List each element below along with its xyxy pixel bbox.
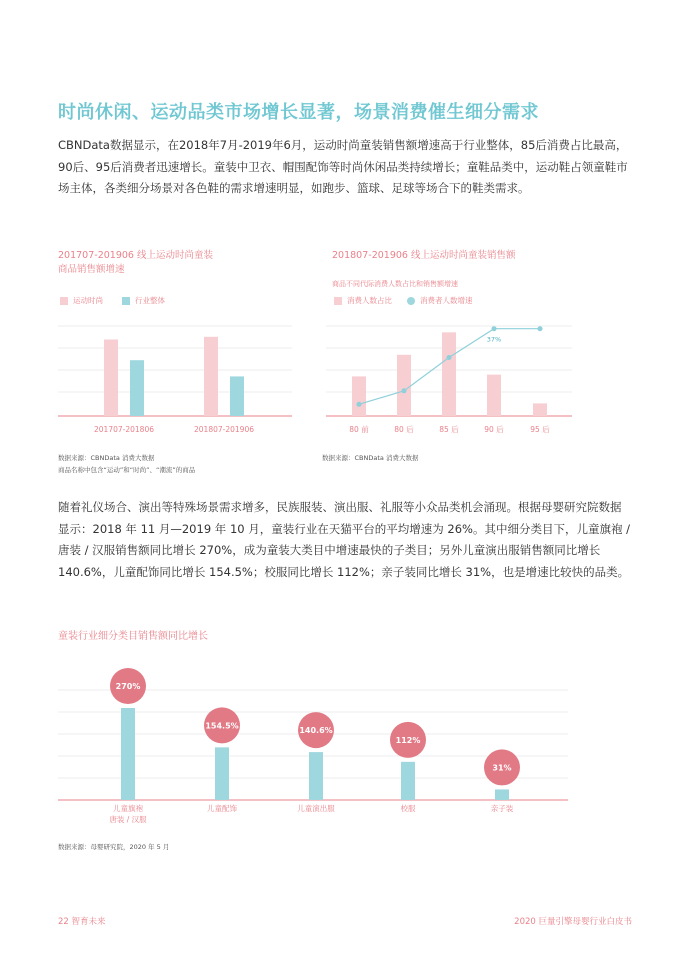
data-label: 270% [115, 682, 141, 691]
x-tick-label: 唐装 / 汉服 [109, 815, 147, 824]
chart1-source [58, 452, 195, 476]
chart2-legend [334, 295, 473, 306]
growth-point [357, 402, 362, 407]
legend-dot-teal [407, 297, 415, 305]
x-tick-label: 儿童配饰 [207, 804, 237, 813]
bar-consumer-share [397, 355, 411, 416]
bar-industry [230, 376, 244, 416]
legend-swatch-teal [122, 297, 130, 305]
bar-industry [130, 360, 144, 416]
legend-swatch-pink-2 [334, 297, 342, 305]
chart3-source: 数据来源：母婴研究院，2020 年 5 月 [58, 843, 170, 851]
footer-section: 智育未来 [71, 917, 106, 927]
growth-bar [121, 708, 135, 800]
chart3-svg [58, 660, 572, 830]
x-tick-label: 95 后 [530, 425, 550, 434]
growth-bar [495, 789, 509, 800]
page-title: 时尚休闲、运动品类市场增长显著，场景消费催生细分需求 [58, 102, 539, 123]
chart1-source-line2: 商品名称中包含“运动”和“时尚”、“潮流”的商品 [58, 466, 196, 474]
x-tick-label: 201707-201806 [94, 425, 154, 434]
growth-point [492, 326, 497, 331]
legend-swatch-pink [60, 297, 68, 305]
chart2-title: 201807-201906 线上运动时尚童装销售额 [332, 250, 516, 261]
bar-consumer-share [442, 332, 456, 416]
data-label: 31% [492, 763, 512, 773]
bar-consumer-share [352, 376, 366, 416]
chart2-svg [322, 320, 582, 440]
growth-point [402, 388, 407, 393]
x-tick-label: 80 前 [349, 425, 369, 434]
chart2-legend-item-0: 消费人数占比 [347, 296, 392, 305]
x-tick-label: 儿童演出服 [297, 804, 335, 813]
growth-bar [401, 762, 415, 800]
chart1-legend [60, 295, 165, 306]
chart2-subtitle: 商品不同代际消费人数占比和销售额增速 [332, 280, 458, 288]
x-tick-label: 90 后 [484, 425, 504, 434]
data-label: 140.6% [299, 726, 333, 736]
chart2-source: 数据来源：CBNData 消费大数据 [322, 454, 419, 462]
chart1-svg [58, 320, 298, 440]
bar-sports-fashion [204, 337, 218, 416]
x-tick-label: 80 后 [394, 425, 414, 434]
body-paragraph: 随着礼仪场合、演出等特殊场景需求增多，民族服装、演出服、礼服等小众品类机会涌现。根据母婴研究院数据显示：2018 年 11 月—2019 年 10 月，童装行业在天猫平台的平均增速为 26%。其中细分类目下，儿童旗袍 / 唐装 / 汉服销售额同比增长 270%，成为童装大类目中增速最快的子类目；另外儿童演出服销售额同比增长 140.6%，儿童配饰同比增长 154.5%；校服同比增长 112%；亲子装同比增长 31%，也是增速比较快的品类。 [58, 500, 630, 579]
page-number: 22 [58, 917, 69, 927]
data-label: 154.5% [205, 721, 239, 731]
growth-point [538, 326, 543, 331]
bar-sports-fashion [104, 340, 118, 417]
chart1-source-line1: 数据来源：CBNData 消费大数据 [58, 454, 155, 462]
x-tick-label: 校服 [400, 804, 416, 813]
growth-bar [215, 747, 229, 800]
growth-point [447, 355, 452, 360]
x-tick-label: 儿童旗袍 [113, 804, 143, 813]
chart1-title-line2: 商品销售额增速 [58, 264, 125, 275]
growth-bar [309, 752, 323, 800]
data-label: 37% [486, 335, 502, 344]
chart3-title: 童装行业细分类目销售额同比增长 [58, 631, 208, 642]
data-label: 112% [395, 735, 421, 745]
x-tick-label: 亲子装 [490, 804, 514, 813]
bar-consumer-share [487, 375, 501, 416]
footer-doc-title: 2020 巨量引擎母婴行业白皮书 [514, 917, 632, 927]
intro-paragraph: CBNData数据显示，在2018年7月-2019年6月，运动时尚童装销售额增速高于行业整体，85后消费占比最高，90后、95后消费者迅速增长。童装中卫衣、帽围配饰等时尚休闲品类持续增长；童鞋品类中，运动鞋占领童鞋市场主体，各类细分场景对各色鞋的需求增速明显，如跑步、篮球、足球等场合下的鞋类需求。 [58, 138, 628, 195]
chart1-title-line1: 201707-201906 线上运动时尚童装 [58, 250, 213, 261]
chart1-legend-item-1: 行业整体 [135, 296, 165, 305]
chart1-legend-item-0: 运动时尚 [73, 296, 103, 305]
page-footer-left [58, 915, 106, 927]
chart2-legend-item-1: 消费者人数增速 [420, 296, 473, 305]
bar-consumer-share [533, 403, 547, 416]
x-tick-label: 201807-201906 [194, 425, 254, 434]
x-tick-label: 85 后 [439, 425, 459, 434]
chart1-title [58, 249, 318, 277]
